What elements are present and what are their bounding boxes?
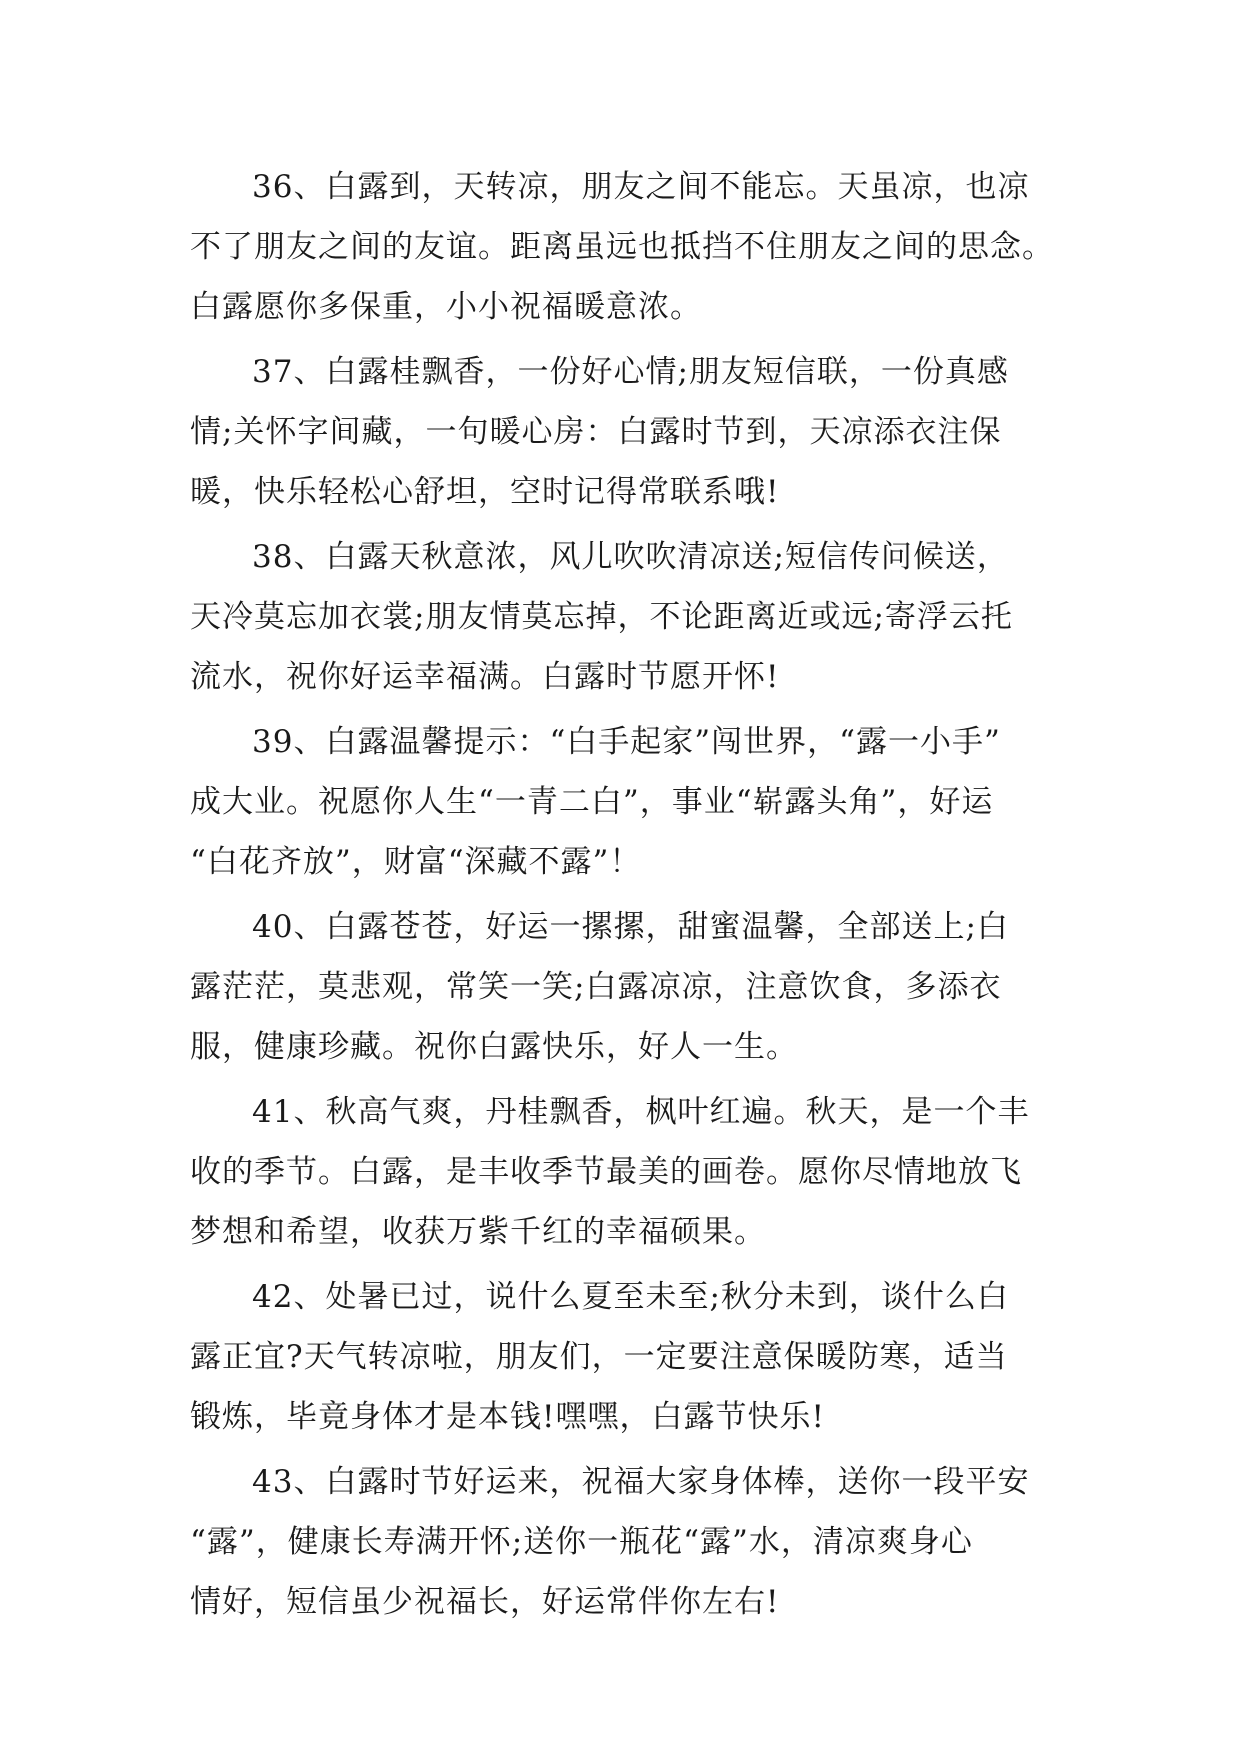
paragraph-line: 暖，快乐轻松心舒坦，空时记得常联系哦! [190,474,780,510]
paragraph-line: 情;关怀字间藏，一句暖心房：白露时节到，天凉添衣注保 [190,414,1002,450]
paragraph-38 [190,527,1060,707]
paragraph-line: 锻炼，毕竟身体才是本钱!嘿嘿，白露节快乐! [190,1399,825,1435]
document-body [190,157,1060,1637]
paragraph-line: 38、白露天秋意浓，风儿吹吹清凉送;短信传问候送， [252,539,1009,575]
paragraph-42 [190,1267,1060,1447]
paragraph-line: 41、秋高气爽，丹桂飘香，枫叶红遍。秋天，是一个丰 [252,1094,1030,1130]
paragraph-line: 37、白露桂飘香，一份好心情;朋友短信联，一份真感 [252,354,1009,390]
paragraph-line: 露茫茫，莫悲观，常笑一笑;白露凉凉，注意饮食，多添衣 [190,969,1002,1005]
paragraph-line: 流水，祝你好运幸福满。白露时节愿开怀! [190,659,780,695]
paragraph-39 [190,712,1060,892]
paragraph-41 [190,1082,1060,1262]
paragraph-line: 白露愿你多保重，小小祝福暖意浓。 [190,289,702,325]
paragraph-line: “露”，健康长寿满开怀;送你一瓶花“露”水，清凉爽身心 [190,1524,973,1560]
paragraph-line: 43、白露时节好运来，祝福大家身体棒，送你一段平安 [252,1464,1030,1500]
paragraph-line: 36、白露到，天转凉，朋友之间不能忘。天虽凉，也凉 [252,169,1030,205]
paragraph-line: 天冷莫忘加衣裳;朋友情莫忘掉，不论距离近或远;寄浮云托 [190,599,1013,635]
paragraph-line: 40、白露苍苍，好运一摞摞，甜蜜温馨，全部送上;白 [252,909,1009,945]
paragraph-line: 42、处暑已过，说什么夏至未至;秋分未到，谈什么白 [252,1279,1009,1315]
paragraph-43 [190,1452,1060,1632]
paragraph-line: 梦想和希望，收获万紫千红的幸福硕果。 [190,1214,766,1250]
paragraph-line: 成大业。祝愿你人生“一青二白”，事业“崭露头角”，好运 [190,784,994,820]
paragraph-line: 情好，短信虽少祝福长，好运常伴你左右! [190,1584,780,1620]
paragraph-40 [190,897,1060,1077]
paragraph-line: 露正宜?天气转凉啦，朋友们，一定要注意保暖防寒，适当 [190,1339,1008,1375]
paragraph-line: 收的季节。白露，是丰收季节最美的画卷。愿你尽情地放飞 [190,1154,1022,1190]
paragraph-36 [190,157,1060,337]
paragraph-line: 服，健康珍藏。祝你白露快乐，好人一生。 [190,1029,798,1065]
paragraph-37 [190,342,1060,522]
paragraph-line: 不了朋友之间的友谊。距离虽远也抵挡不住朋友之间的思念。 [190,229,1054,265]
paragraph-line: “白花齐放”，财富“深藏不露”！ [190,844,642,880]
paragraph-line: 39、白露温馨提示：“白手起家”闯世界，“露一小手” [252,724,1001,760]
